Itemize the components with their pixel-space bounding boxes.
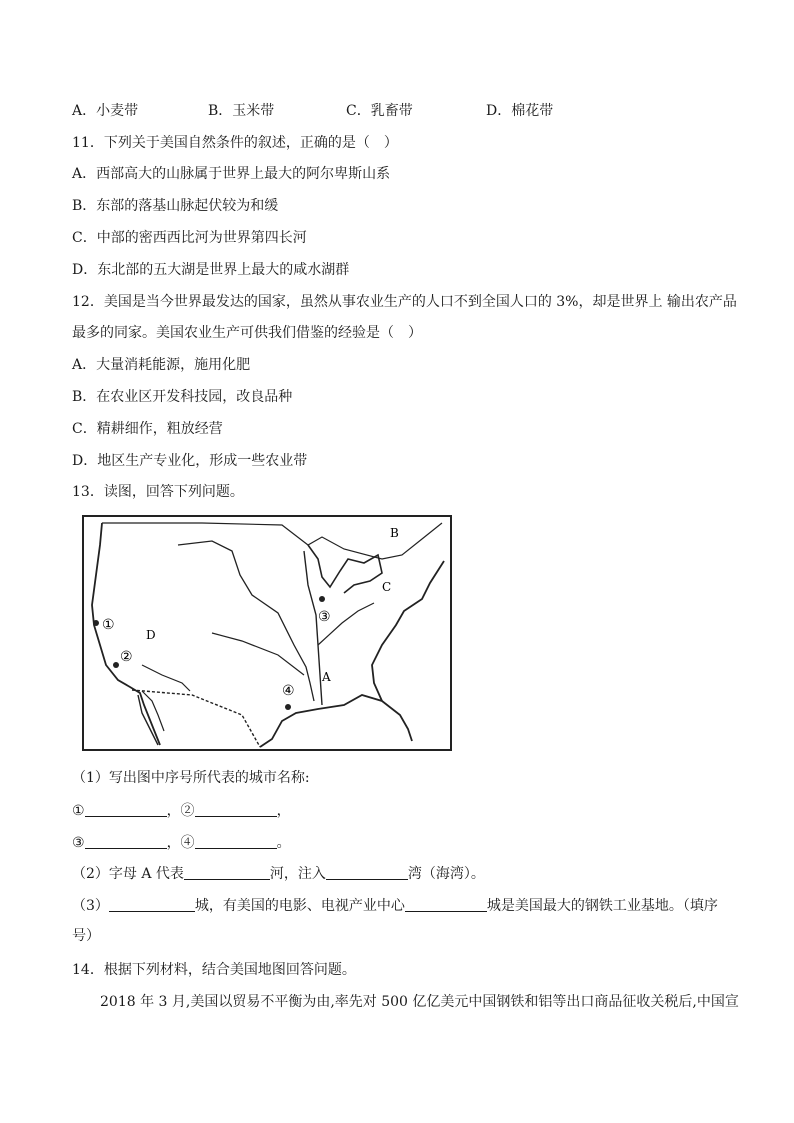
q13-blanks-row2 <box>72 833 291 853</box>
sub2-text-b: 河，注入 <box>269 866 326 882</box>
q12-option-a: A．大量消耗能源，施用化肥 <box>72 357 251 373</box>
q13-blanks-row1 <box>72 801 291 821</box>
map-frame <box>83 516 451 750</box>
map-label-2: ② <box>120 649 133 665</box>
map-label-c: C <box>382 580 392 594</box>
q11-option-c: C．中部的密西西比河为世界第四长河 <box>72 230 307 246</box>
blank-city-1[interactable] <box>85 802 167 817</box>
q12-stem-line1: 12．美国是当今世界最发达的国家，虽然从事农业生产的人口不到全国人口的 3%，却是世界上 输出农产品 <box>72 294 737 310</box>
blank-film-city[interactable] <box>109 897 195 912</box>
q13-stem: 13．读图，回答下列问题。 <box>72 484 244 500</box>
q13-sub1: （1）写出图中序号所代表的城市名称: <box>72 770 310 786</box>
city-4-dot <box>285 704 291 710</box>
circled-2: ，② <box>166 803 195 819</box>
row2-end: 。 <box>276 835 291 851</box>
circled-4: ，④ <box>166 835 195 851</box>
q14-material: 2018 年 3 月,美国以贸易不平衡为由,率先对 500 亿亿美元中国钢铁和铝等出口商品征收关税后,中国宣 <box>100 994 739 1010</box>
q12-stem-line2: 最多的同家。美国农业生产可供我们借鉴的经验是（ ） <box>72 325 422 341</box>
q11-option-d: D．东北部的五大湖是世界上最大的咸水湖群 <box>72 262 350 278</box>
blank-city-2[interactable] <box>195 802 277 817</box>
q13-sub2 <box>72 864 485 884</box>
q10-option-d: D．棉花带 <box>486 103 554 119</box>
city-2-dot <box>113 662 119 668</box>
q14-stem: 14．根据下列材料，结合美国地图回答问题。 <box>72 962 356 978</box>
sub3-text-b: 城，有美国的电影、电视产业中心 <box>194 898 405 914</box>
sub3-text-c: 城是美国最大的钢铁工业基地。（填序 <box>486 898 718 914</box>
sub2-text-a: （2）字母 A 代表 <box>72 866 184 882</box>
q13-sub3 <box>72 896 718 916</box>
map-label-d: D <box>146 628 156 642</box>
blank-river[interactable] <box>184 865 270 880</box>
q11-stem: 11．下列关于美国自然条件的叙述，正确的是（ ） <box>72 135 398 151</box>
usa-map <box>82 515 452 751</box>
q12-option-b: B．在农业区开发科技园，改良品种 <box>72 389 293 405</box>
q12-option-c: C．精耕细作，粗放经营 <box>72 421 223 437</box>
q12-option-d: D．地区生产专业化，形成一些农业带 <box>72 453 308 469</box>
q11-option-a: A．西部高大的山脉属于世界上最大的阿尔卑斯山系 <box>72 166 391 182</box>
q10-option-c: C．乳畜带 <box>346 103 413 119</box>
map-label-4: ④ <box>282 683 295 699</box>
blank-steel-city[interactable] <box>405 897 487 912</box>
map-label-b: B <box>390 526 399 540</box>
circled-1: ① <box>72 803 85 819</box>
q11-option-b: B．东部的落基山脉起伏较为和缓 <box>72 198 279 214</box>
row1-end: ， <box>276 803 291 819</box>
q13-sub3-cont: 号） <box>72 928 100 944</box>
map-label-a: A <box>322 670 331 684</box>
map-label-3: ③ <box>318 609 331 625</box>
q10-option-a: A．小麦带 <box>72 103 139 119</box>
blank-city-3[interactable] <box>85 834 167 849</box>
city-1-dot <box>93 620 99 626</box>
blank-gulf[interactable] <box>326 865 408 880</box>
circled-3: ③ <box>72 835 85 851</box>
blank-city-4[interactable] <box>195 834 277 849</box>
map-label-1: ① <box>102 617 115 633</box>
sub3-text-a: （3） <box>72 898 109 914</box>
city-3-dot <box>319 596 325 602</box>
sub2-text-c: 湾（海湾）。 <box>407 866 485 882</box>
q10-option-b: B．玉米带 <box>208 103 275 119</box>
